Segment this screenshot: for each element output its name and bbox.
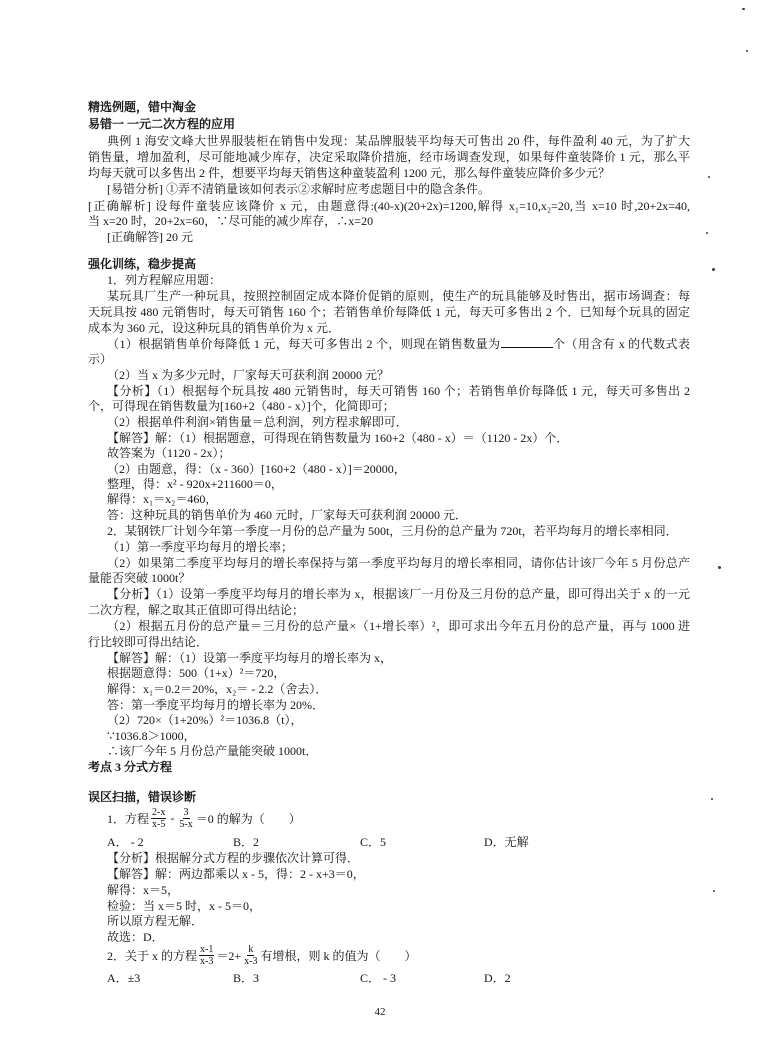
scan-speck — [712, 268, 715, 271]
analysis-line: 【分析】（1）根据每个玩具按 480 元销售时，每天可销售 160 个；若销售单价每降低 1 元，每天可多售出 2 — [107, 384, 690, 398]
analysis-line: 【分析】根据解分式方程的步骤依次计算可得． — [107, 851, 360, 865]
option-c: C．5 — [360, 835, 387, 849]
scan-speck — [718, 566, 721, 569]
fraction — [243, 944, 258, 967]
analysis-line: 二次方程，解之取其正值即可得出结论； — [88, 603, 305, 617]
solution-line: ∵1036.8＞1000， — [107, 729, 196, 743]
topic-heading: 易错一 一元二次方程的应用 — [88, 117, 236, 131]
fraction-numerator: x-1 — [200, 943, 214, 955]
fraction-denominator: x-5 — [152, 818, 166, 830]
problem-stem-line: 2．某钢铁厂计划今年第一季度一月份的总产量为 500t，三月份的总产量为 720t，若平均每月的增长率相同． — [107, 524, 678, 538]
option-b: B．2 — [233, 835, 260, 849]
option-b: B．3 — [233, 971, 260, 985]
solution-line: 【解答】解：（1）设第一季度平均每月的增长率为 x， — [107, 651, 393, 665]
example-text-line: 均每天就可以多售出 2 件，想要平均每天销售这种童装盈利 1200 元，那么每件童装应降价多少元？ — [88, 166, 611, 180]
solution-line: 解得：x＝5， — [107, 883, 180, 897]
section-heading: 强化训练，稳步提高 — [88, 257, 197, 271]
fraction — [178, 807, 193, 830]
solution-line: 故选：D． — [107, 930, 164, 944]
solution-line: 答：第一季度平均每月的增长率为 20%． — [107, 698, 324, 712]
minus-sign: - — [170, 810, 175, 825]
solution-line: （2）720×（1+20%）²＝1036.8（t）， — [107, 713, 303, 727]
solution-line: （2）由题意，得：（x - 360）[160+2（480 - x）]＝20000， — [107, 462, 406, 476]
option-d: D．2 — [484, 971, 511, 985]
fraction-numerator: 3 — [183, 806, 189, 818]
solution-line: 【解答】解：（1）根据题意，可得现在销售数量为 160+2（480 - x）＝（1120 - 2x）个． — [107, 431, 569, 445]
solution-line: 根据题意得：500（1+x）²＝720， — [107, 666, 286, 680]
option-d: D．无解 — [484, 835, 529, 849]
solution-line: 解得：x₁＝x₂＝460， — [107, 492, 218, 506]
question-line: （2）当 x 为多少元时，厂家每天可获利润 20000 元？ — [107, 368, 390, 382]
analysis-line: 行比较即可得出结论． — [88, 635, 209, 649]
scan-speck — [711, 798, 713, 800]
scan-speck — [742, 8, 745, 10]
fraction-numerator: 2-x — [152, 806, 166, 818]
fraction-numerator: k — [248, 943, 254, 955]
section-heading: 精选例题，错中淘金 — [88, 100, 197, 114]
question-text: ＝2+ — [216, 948, 242, 963]
question-line — [107, 942, 417, 968]
scan-speck — [708, 176, 710, 178]
problem-stem-line: （2）如果第二季度平均每月的增长率保持与第一季度平均每月的增长率相同，请你估计该厂今年 5 月份总产 — [107, 556, 690, 570]
scan-speck — [706, 232, 708, 234]
option-a: A． - 2 — [107, 835, 144, 849]
option-a: A．±3 — [107, 971, 141, 985]
solution-line: 解得：x₁＝0.2＝20%，x₂＝ - 2.2（舍去）． — [107, 682, 328, 696]
scan-speck — [713, 890, 715, 892]
problem-stem-line: 某玩具厂生产一种玩具，按照控制固定成本降价促销的原则，使生产的玩具能够及时售出，据市场调查：每 — [107, 289, 690, 303]
page-number: 42 — [374, 1006, 386, 1018]
example-text-line: 销售量，增加盈利，尽可能地减少库存，决定采取降价措施，经市场调查发现，如果每件童装降价 1 元，那么平 — [88, 150, 690, 164]
fraction-denominator: x-3 — [200, 955, 214, 967]
fraction — [199, 944, 214, 967]
error-analysis: [易错分析] ①弄不清销量该如何表示②求解时应考虑题目中的隐含条件。 — [107, 182, 490, 196]
analysis-line: 个，可得现在销售数量为[160+2（480 - x）]个，化简即可； — [88, 399, 395, 413]
problem-title: 1．列方程解应用题： — [107, 273, 222, 287]
question-line — [107, 336, 690, 352]
fraction-denominator: 5-x — [179, 818, 193, 830]
analysis-line: （2）根据五月份的总产量＝三月份的总产量×（1+增长率）²，即可求出今年五月份的总产量，再与 1000 进 — [107, 619, 690, 633]
question-line — [107, 805, 301, 831]
section-heading: 误区扫描，错误诊断 — [88, 790, 197, 804]
problem-stem-line: 天玩具按 480 元销售时，每天可销售 160 个；若销售单价每降低 1 元，每天可多售出 2 个．已知每个玩具的固定 — [88, 305, 690, 319]
fraction-denominator: x-3 — [244, 955, 258, 967]
solution-line: 检验：当 x＝5 时，x - 5＝0， — [107, 899, 261, 913]
correct-analysis-line: [正确解析] 设每件童装应该降价 x 元，由题意得:(40-x)(20+2x)=1200,解得 x₁=10,x₂=20,当 x=10 时,20+2x=40, — [88, 199, 690, 213]
scan-speck — [746, 50, 748, 52]
question-line: 示） — [88, 352, 113, 366]
answer-blank — [501, 336, 553, 348]
correct-answer: [正确解答] 20 元 — [107, 230, 193, 244]
question-text: （1）根据销售单价每降低 1 元，每天可多售出 2 个，则现在销售数量为 — [107, 337, 501, 351]
solution-line: ∴该厂今年 5 月份总产量能突破 1000t． — [107, 744, 318, 758]
question-text: 有增根，则 k 的值为（ ） — [260, 948, 417, 963]
solution-line: 【解答】解：两边都乘以 x - 5，得：2 - x+3＝0， — [107, 867, 365, 881]
problem-stem-line: 成本为 360 元，设这种玩具的销售单价为 x 元． — [88, 321, 341, 335]
correct-analysis-line: 当 x=20 时，20+2x=60，∵尽可能的减少库存，∴x=20 — [88, 214, 374, 228]
question-text: 个（用含有 x 的代数式表 — [552, 337, 690, 351]
fraction — [151, 807, 166, 830]
problem-stem-line: 量能否突破 1000t？ — [88, 571, 191, 585]
analysis-line: 【分析】（1）设第一季度平均每月的增长率为 x，根据该厂一月份及三月份的总产量，即可得出关于 x 的一元 — [107, 587, 690, 601]
solution-line: 所以原方程无解． — [107, 914, 204, 928]
solution-line: 故答案为（1120 - 2x）； — [107, 446, 231, 460]
question-text: ＝0 的解为（ ） — [195, 811, 301, 826]
analysis-line: （2）根据单件利润×销售量＝总利润，列方程求解即可． — [107, 415, 408, 429]
question-text: 2．关于 x 的方程 — [107, 948, 198, 963]
example-text-line: 典例 1 海安文峰大世界服装柜在销售中发现：某品牌服装平均每天可售出 20 件，每件盈利 40 元，为了扩大 — [107, 134, 690, 148]
solution-line: 整理，得：x² - 920x+211600＝0， — [107, 477, 283, 491]
solution-line: 答：这种玩具的销售单价为 460 元时，厂家每天可获利润 20000 元． — [107, 508, 468, 522]
option-c: C． - 3 — [360, 971, 397, 985]
question-text: 1．方程 — [107, 811, 150, 826]
problem-stem-line: （1）第一季度平均每月的增长率； — [107, 540, 294, 554]
section-heading: 考点 3 分式方程 — [88, 760, 173, 774]
